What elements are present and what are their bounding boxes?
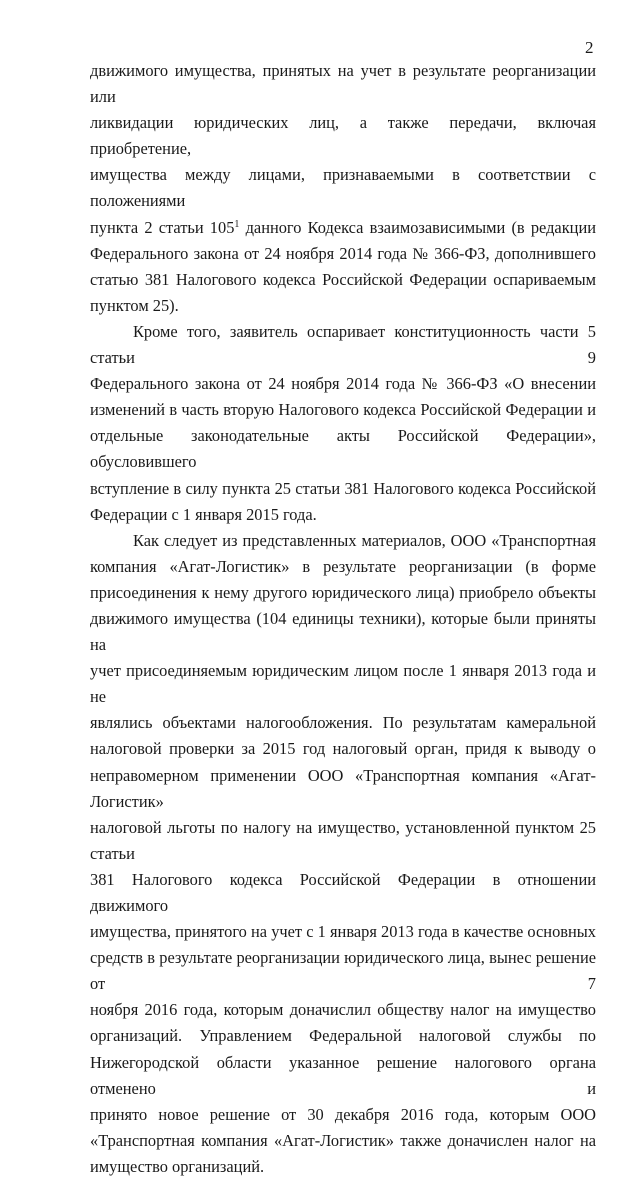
- text-line: отдельные законодательные акты Российской Федерации», обусловившего: [90, 426, 596, 472]
- text-line: ноября 2016 года, которым доначислил обществу налог на имущество: [90, 1000, 596, 1020]
- text-line: 381 Налогового кодекса Российской Федерации в отношении движимого: [90, 869, 596, 915]
- page-number: 2: [585, 38, 594, 57]
- text-line: средств в результате реорганизации юридического лица, вынес решение от 7: [90, 948, 596, 994]
- text-line: учет присоединяемым юридическим лицом после 1 января 2013 года и не: [90, 661, 596, 707]
- text-line: статью 381 Налогового кодекса Российской Федерации оспариваемым: [90, 269, 596, 289]
- text-line: «Транспортная компания «Агат-Логистик» также доначислен налог на: [90, 1130, 596, 1150]
- text-line: присоединения к нему другого юридического лица) приобрело объекты: [90, 582, 596, 602]
- text-line: Кроме того, заявитель оспаривает конституционность части 5 статьи 9: [90, 321, 596, 368]
- text-line: Нижегородской области указанное решение налогового органа отменено и: [90, 1052, 596, 1098]
- text-line: Федерального закона от 24 ноября 2014 года № 366-ФЗ «О внесении: [90, 374, 596, 394]
- text-line: имущества между лицами, признаваемыми в соответствии с положениями: [90, 165, 596, 211]
- text-line: ликвидации юридических лиц, а также передачи, включая приобретение,: [90, 113, 596, 159]
- paragraph-3: [90, 528, 596, 1180]
- text-fragment: данного Кодекса взаимозависимыми (в редакции: [239, 217, 596, 237]
- article-reference: пункта 2 статьи 105: [90, 217, 235, 237]
- text-line: принято новое решение от 30 декабря 2016 года, которым ООО: [90, 1104, 596, 1124]
- text-line: являлись объектами налогообложения. По результатам камеральной: [90, 713, 596, 733]
- text-line: неправомерном применении ООО «Транспортная компания «Агат-Логистик»: [90, 765, 596, 811]
- text-line: Федерального закона от 24 ноября 2014 года № 366-ФЗ, дополнившего: [90, 243, 596, 263]
- text-line: пунктом 25).: [90, 295, 179, 315]
- text-line: изменений в часть вторую Налогового кодекса Российской Федерации и: [90, 400, 596, 420]
- text-line: вступление в силу пункта 25 статьи 381 Налогового кодекса Российской: [90, 478, 596, 498]
- text-line: движимого имущества (104 единицы техники), которые были приняты на: [90, 608, 596, 655]
- text-line: имущество организаций.: [90, 1156, 265, 1176]
- paragraph-1: [90, 58, 596, 319]
- document-body: [90, 58, 596, 1180]
- text-line: организаций. Управлением Федеральной налоговой службы по: [90, 1026, 596, 1046]
- text-line: Как следует из представленных материалов, ООО «Транспортная: [133, 530, 596, 550]
- article-superscript: 1: [234, 218, 240, 230]
- paragraph-2: [90, 319, 596, 528]
- text-line-with-superscript: [90, 215, 596, 241]
- text-line: имущества, принятого на учет с 1 января 2013 года в качестве основных: [90, 922, 596, 942]
- text-line: компания «Агат-Логистик» в результате реорганизации (в форме: [90, 556, 596, 576]
- text-line: налоговой льготы по налогу на имущество, установленной пунктом 25 статьи: [90, 817, 596, 863]
- text-line: Федерации с 1 января 2015 года.: [90, 504, 317, 524]
- text-line: налоговой проверки за 2015 год налоговый орган, придя к выводу о: [90, 739, 596, 759]
- text-line: движимого имущества, принятых на учет в результате реорганизации или: [90, 61, 596, 107]
